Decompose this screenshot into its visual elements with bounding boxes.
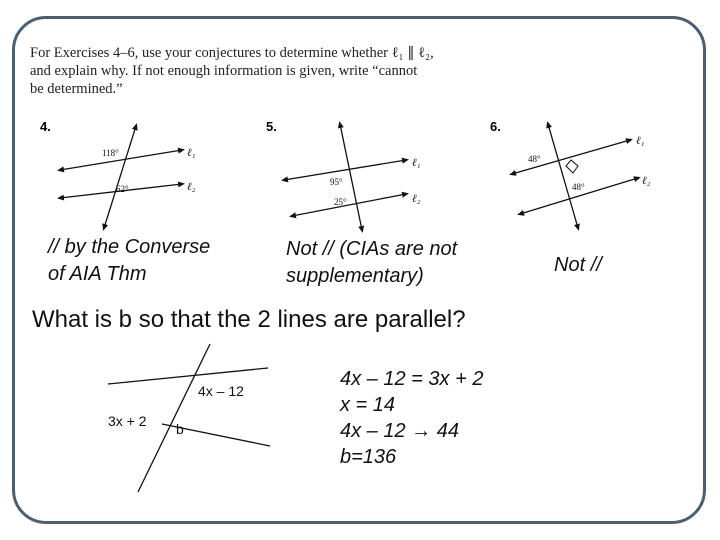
ex4-transversal — [104, 126, 136, 228]
ex4-answer-line-1: // by the Converse — [48, 236, 211, 258]
problem-transversal — [138, 344, 210, 492]
exercise-5-figure — [282, 120, 442, 230]
work-line-2: x = 14 — [340, 394, 396, 416]
work-line-4: b=136 — [340, 446, 397, 468]
work-line-3-prefix: 4x – 12 — [340, 420, 412, 442]
ex4-label-l2: ℓ₂ — [187, 181, 196, 193]
ex5-label-l1: ℓ₁ — [412, 157, 421, 169]
label-4x-12: 4x – 12 — [198, 383, 244, 399]
exercise-4-number: 4. — [40, 119, 51, 134]
ex6-label-l1: ℓ₁ — [636, 135, 645, 147]
ex5-angle-bottom: 25° — [334, 197, 347, 207]
exercise-6-figure — [510, 120, 670, 230]
exercise-6-answer: Not // — [554, 254, 602, 276]
exercise-4-answer — [48, 234, 210, 288]
ex5-line-l1 — [284, 160, 406, 180]
ex5-transversal — [340, 124, 362, 230]
problem-figure — [100, 340, 300, 500]
exercise-4-figure — [58, 122, 218, 232]
instructions-line-1: For Exercises 4–6, use your conjectures to determine whether ℓ₁ ∥ ℓ₂, — [30, 45, 434, 61]
ex5-line-l2 — [292, 194, 406, 216]
ex5-answer-line-2: supplementary) — [286, 265, 424, 287]
work-line-3 — [340, 418, 483, 444]
exercise-5-number: 5. — [266, 119, 277, 134]
ex6-transversal — [548, 124, 578, 228]
ex4-angle-top: 118° — [102, 148, 119, 158]
work-line-3-suffix: 44 — [431, 420, 459, 442]
ex5-answer-line-1: Not // (CIAs are not — [286, 238, 458, 260]
instructions-line-2: and explain why. If not enough information is given, write “cannot — [30, 63, 418, 79]
instructions-line-3: be determined.” — [30, 81, 123, 97]
ex4-angle-bottom: 62° — [116, 184, 129, 194]
problem-line-top — [108, 368, 268, 384]
ex4-label-l1: ℓ₁ — [187, 147, 196, 159]
ex4-answer-line-2: of AIA Thm — [48, 263, 147, 285]
ex5-label-l2: ℓ₂ — [412, 193, 421, 205]
ex6-label-l2: ℓ₂ — [642, 175, 651, 187]
label-3x-2: 3x + 2 — [108, 413, 147, 429]
work-line-1: 4x – 12 = 3x + 2 — [340, 368, 484, 390]
label-b: b — [176, 421, 184, 437]
exercise-5-answer — [286, 236, 457, 290]
ex6-angle-top: 48° — [528, 154, 541, 164]
ex6-right-angle-mark — [566, 160, 578, 173]
ex4-line-l1 — [60, 150, 182, 170]
ex6-angle-bottom: 48° — [572, 182, 585, 192]
arrow-icon: → — [411, 420, 432, 442]
worked-solution — [340, 366, 483, 470]
exercise-instructions — [30, 44, 500, 98]
exercise-6-number: 6. — [490, 119, 501, 134]
question-text: What is b so that the 2 lines are parallel? — [32, 306, 466, 333]
ex5-angle-top: 95° — [330, 177, 343, 187]
